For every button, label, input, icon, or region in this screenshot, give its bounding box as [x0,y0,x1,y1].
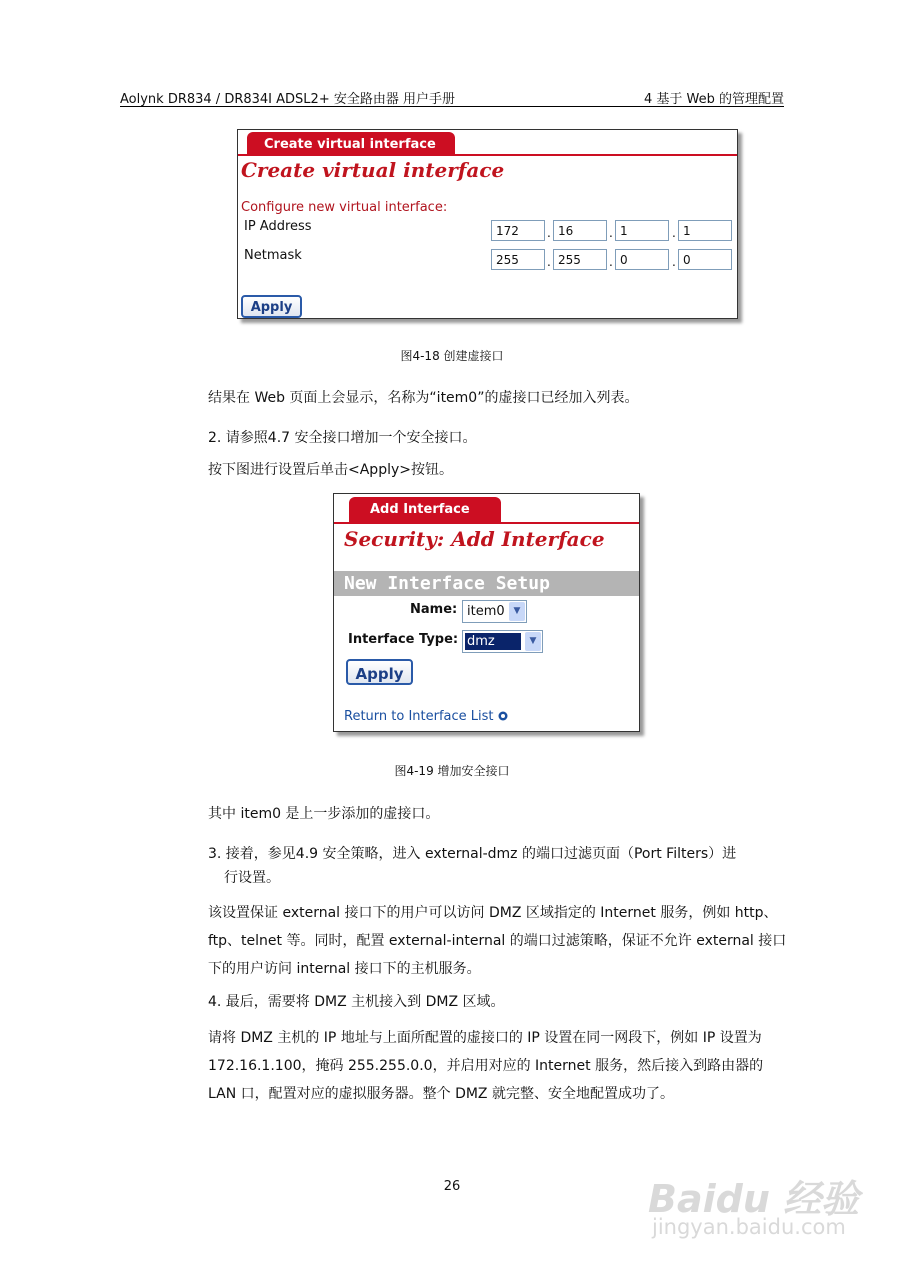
apply-button[interactable]: Apply [241,295,302,318]
watermark-url: jingyan.baidu.com [652,1215,846,1239]
paragraph: 该设置保证 external 接口下的用户可以访问 DMZ 区域指定的 Internet 服务，例如 http、ftp、telnet 等。同时，配置 external-internal 的端口过滤策略，保证不允许 external 接口下的用户访问 internal 接口下的主机服务。 [208,905,787,977]
mask-dot: . [547,255,551,269]
interface-type-select[interactable] [462,630,543,653]
ip-address-label: IP Address [244,219,312,234]
interface-type-value: dmz [465,633,521,650]
page-title: Create virtual interface [241,158,505,182]
paragraph: 按下图进行设置后单击<Apply>按钮。 [208,462,453,478]
figure-caption: 图4-19 增加安全接口 [394,764,510,778]
section-header: New Interface Setup [334,571,639,596]
header-chapter: 4 基于 Web 的管理配置 [643,92,784,107]
mask-octet-4[interactable]: 0 [678,249,732,270]
arrow-circle-icon [498,711,508,721]
name-select[interactable] [462,600,527,623]
chevron-down-icon: ▼ [525,632,541,651]
ip-dot: . [672,226,676,240]
apply-button[interactable]: Apply [346,659,413,685]
ip-octet-3[interactable]: 1 [615,220,669,241]
tab-rule [334,522,639,524]
mask-octet-1[interactable]: 255 [491,249,545,270]
figure-caption: 图4-18 创建虚接口 [400,349,504,363]
mask-octet-2[interactable]: 255 [553,249,607,270]
mask-octet-3[interactable]: 0 [615,249,669,270]
interface-type-label: Interface Type: [348,632,459,647]
step-heading: 2. 请参照4.7 安全接口增加一个安全接口。 [208,430,477,446]
name-label: Name: [410,602,458,617]
ip-octet-2[interactable]: 16 [553,220,607,241]
ip-octet-1[interactable]: 172 [491,220,545,241]
tab-rule [238,154,737,156]
ip-dot: . [609,226,613,240]
return-link-text: Return to Interface List [344,709,494,724]
paragraph: 其中 item0 是上一步添加的虚接口。 [208,806,440,822]
netmask-label: Netmask [244,248,302,263]
step-heading: 4. 最后，需要将 DMZ 主机接入到 DMZ 区域。 [208,994,505,1010]
mask-dot: . [672,255,676,269]
chevron-down-icon: ▼ [509,602,525,621]
step-heading-continued: 行设置。 [224,870,280,886]
name-select-value: item0 [467,604,505,619]
paragraph: 结果在 Web 页面上会显示，名称为“item0”的虚接口已经加入列表。 [208,390,639,406]
ip-dot: . [547,226,551,240]
watermark-brand: Baidu 经验 [648,1177,860,1221]
return-to-interface-list-link[interactable] [344,709,508,724]
step-heading: 3. 接着，参见4.9 安全策略，进入 external-dmz 的端口过滤页面（Port Filters）进 [208,846,737,862]
header-rule [120,106,784,107]
create-virtual-interface-window [237,129,738,319]
page-title: Security: Add Interface [344,527,605,551]
section-subtitle: Configure new virtual interface: [241,200,448,215]
paragraph: 请将 DMZ 主机的 IP 地址与上面所配置的虚接口的 IP 设置在同一网段下，例如 IP 设置为 172.16.1.100，掩码 255.255.0.0，并启用对应的 Internet 服务，然后接入到路由器的 LAN 口，配置对应的虚拟服务器。整个 DMZ 就完整、安全地配置成功了。 [208,1030,764,1102]
header-manual-title: Aolynk DR834 / DR834I ADSL2+ 安全路由器 用户手册 [120,92,455,107]
page-number: 26 [443,1179,461,1194]
tab-create-virtual-interface[interactable]: Create virtual interface [247,132,455,154]
tab-add-interface[interactable]: Add Interface [349,497,501,522]
add-interface-window [333,493,640,732]
mask-dot: . [609,255,613,269]
ip-octet-4[interactable]: 1 [678,220,732,241]
